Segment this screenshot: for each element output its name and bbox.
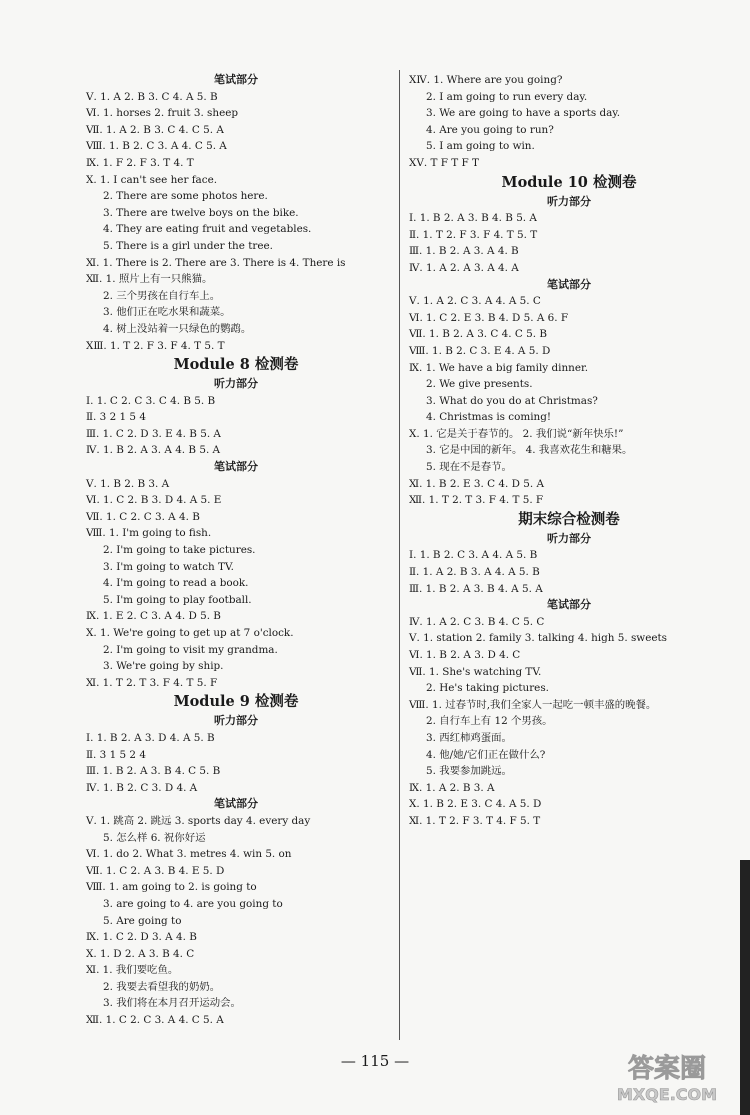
answer-line: 5. 我要参加跳远。: [426, 765, 512, 778]
section-heading: Module 9 检测卷: [173, 693, 299, 711]
answer-line: Ⅹ. 1. 它是关于春节的。 2. 我们说“新年快乐!”: [409, 427, 624, 440]
answer-line: Ⅻ. 1. T 2. T 3. F 4. T 5. F: [409, 494, 544, 507]
page-number: — 115 —: [340, 1052, 410, 1070]
answer-line: Ⅳ. 1. B 2. C 3. D 4. A: [86, 781, 198, 794]
answer-line: Ⅺ. 1. T 2. T 3. F 4. T 5. F: [86, 676, 218, 689]
answer-line: Ⅱ. 1. T 2. F 3. F 4. T 5. T: [409, 228, 538, 241]
subsection-heading: 笔试部分: [214, 460, 258, 474]
answer-line: Ⅷ. 1. I'm going to fish.: [86, 527, 212, 540]
subsection-heading: 听力部分: [214, 377, 258, 391]
answer-line: Ⅳ. 1. B 2. A 3. A 4. B 5. A: [86, 444, 221, 457]
answer-line: Ⅲ. 1. C 2. D 3. E 4. B 5. A: [86, 427, 221, 440]
answer-line: 4. 他/她/它们正在做什么?: [426, 748, 546, 761]
answer-line: Ⅸ. 1. E 2. C 3. A 4. D 5. B: [86, 610, 221, 623]
answer-line: Ⅹ. 1. I can't see her face.: [86, 173, 218, 186]
answer-line: 2. We give presents.: [426, 378, 533, 391]
answer-line: 5. 现在不是春节。: [426, 461, 512, 474]
answer-line: 5. I am going to win.: [426, 140, 535, 153]
answer-line: Ⅶ. 1. A 2. B 3. C 4. C 5. A: [86, 123, 224, 136]
answer-line: Ⅺ. 1. B 2. E 3. C 4. D 5. A: [409, 477, 544, 490]
subsection-heading: 笔试部分: [547, 598, 591, 612]
answer-line: 2. 我要去看望我的奶奶。: [103, 980, 221, 993]
answer-line: 2. I'm going to visit my grandma.: [103, 643, 278, 656]
answer-line: 3. 它是中国的新年。 4. 我喜欢花生和糖果。: [426, 444, 633, 457]
watermark-title: 答案圈: [627, 1054, 707, 1084]
answer-line: Ⅸ. 1. F 2. F 3. T 4. T: [86, 156, 194, 169]
subsection-heading: 听力部分: [547, 531, 591, 545]
answer-line: 4. I'm going to read a book.: [103, 577, 249, 590]
answer-line: XⅣ. 1. Where are you going?: [409, 74, 563, 86]
answer-line: 2. I'm going to take pictures.: [103, 544, 256, 557]
answer-line: 3. We are going to have a sports day.: [426, 107, 621, 120]
answer-line: 2. 三个男孩在自行车上。: [103, 289, 221, 302]
answer-line: Ⅶ. 1. She's watching TV.: [409, 665, 542, 678]
answer-line: Ⅹ. 1. B 2. E 3. C 4. A 5. D: [409, 798, 542, 811]
column-divider: [399, 70, 400, 1040]
answer-line: Ⅴ. 1. station 2. family 3. talking 4. high 5. sweets: [409, 632, 668, 645]
answer-line: Ⅸ. 1. We have a big family dinner.: [409, 361, 589, 374]
answer-line: Ⅲ. 1. B 2. A 3. A 4. B: [409, 245, 519, 258]
answer-line: Ⅱ. 3 2 1 5 4: [86, 411, 146, 424]
subsection-heading: 笔试部分: [214, 73, 258, 86]
answer-line: Ⅵ. 1. C 2. E 3. B 4. D 5. A 6. F: [409, 311, 569, 324]
answer-line: 5. There is a girl under the tree.: [103, 239, 273, 252]
answer-line: Ⅷ. 1. am going to 2. is going to: [86, 881, 257, 894]
answer-line: Ⅵ. 1. do 2. What 3. metres 4. win 5. on: [86, 848, 292, 861]
answer-line: 4. 树上没站着一只绿色的鹦鹉。: [103, 322, 252, 335]
answer-line: 3. 他们正在吃水果和蔬菜。: [103, 306, 231, 319]
answer-line: Ⅰ. 1. B 2. A 3. D 4. A 5. B: [86, 731, 215, 744]
answer-line: Ⅲ. 1. B 2. A 3. B 4. C 5. B: [86, 765, 221, 778]
answer-line: Ⅻ. 1. C 2. C 3. A 4. C 5. A: [86, 1014, 224, 1027]
answer-line: Ⅵ. 1. horses 2. fruit 3. sheep: [86, 107, 239, 120]
answer-line: Ⅵ. 1. B 2. A 3. D 4. C: [409, 649, 521, 661]
answer-line: 5. 怎么样 6. 祝你好运: [103, 831, 206, 844]
section-heading: 期末综合检测卷: [518, 510, 620, 528]
answer-line: Ⅵ. 1. C 2. B 3. D 4. A 5. E: [86, 494, 222, 507]
answer-line: 5. Are going to: [103, 914, 182, 927]
subsection-heading: 笔试部分: [214, 797, 258, 811]
answer-line: 4. They are eating fruit and vegetables.: [103, 223, 312, 236]
answer-line: Ⅳ. 1. A 2. C 3. B 4. C 5. C: [409, 615, 545, 628]
answer-line: Ⅷ. 1. B 2. C 3. A 4. C 5. A: [86, 140, 227, 153]
answer-line: Ⅱ. 1. A 2. B 3. A 4. A 5. B: [409, 566, 540, 579]
answer-line: Ⅰ. 1. B 2. A 3. B 4. B 5. A: [409, 212, 537, 225]
answer-line: Ⅹ. 1. D 2. A 3. B 4. C: [86, 947, 195, 960]
answer-line: Ⅸ. 1. C 2. D 3. A 4. B: [86, 931, 197, 944]
answer-line: 3. What do you do at Christmas?: [426, 394, 598, 407]
answer-line: 3. There are twelve boys on the bike.: [103, 206, 299, 219]
answer-line: 2. I am going to run every day.: [426, 90, 588, 103]
answer-line: 2. He's taking pictures.: [426, 682, 549, 695]
answer-line: Ⅺ. 1. There is 2. There are 3. There is 4. There is: [86, 256, 346, 269]
answer-line: Ⅴ. 1. B 2. B 3. A: [86, 477, 170, 490]
answer-line: Ⅴ. 1. 跳高 2. 跳远 3. sports day 4. every day: [86, 814, 311, 827]
answer-line: Ⅷ. 1. B 2. C 3. E 4. A 5. D: [409, 344, 551, 357]
answer-line: Ⅸ. 1. A 2. B 3. A: [409, 781, 495, 794]
page-edge-bar: [740, 860, 750, 1115]
answer-line: Ⅰ. 1. B 2. C 3. A 4. A 5. B: [409, 549, 538, 562]
section-heading: Module 10 检测卷: [501, 173, 637, 191]
answer-line: Ⅺ. 1. 我们要吃鱼。: [86, 964, 179, 977]
section-heading: Module 8 检测卷: [173, 356, 299, 374]
subsection-heading: 听力部分: [547, 194, 591, 208]
answer-line: Ⅴ. 1. A 2. C 3. A 4. A 5. C: [409, 295, 541, 308]
answer-line: XⅤ. T F T F T: [409, 156, 479, 169]
answer-line: 3. 西红柿鸡蛋面。: [426, 731, 512, 744]
answer-line: 3. 我们将在本月召开运动会。: [103, 997, 241, 1010]
answer-line: 3. are going to 4. are you going to: [103, 897, 283, 910]
answer-line: XⅢ. 1. T 2. F 3. F 4. T 5. T: [86, 339, 225, 352]
answer-line: 4. Christmas is coming!: [426, 411, 552, 424]
answer-line: Ⅴ. 1. A 2. B 3. C 4. A 5. B: [86, 90, 218, 103]
answer-line: Ⅰ. 1. C 2. C 3. C 4. B 5. B: [86, 394, 216, 407]
answer-line: Ⅷ. 1. 过春节时,我们全家人一起吃一顿丰盛的晚餐。: [409, 698, 657, 711]
answer-line: Ⅱ. 3 1 5 2 4: [86, 748, 146, 761]
answer-line: 4. Are you going to run?: [426, 123, 554, 136]
subsection-heading: 笔试部分: [547, 277, 591, 291]
answer-line: Ⅶ. 1. B 2. A 3. C 4. C 5. B: [409, 328, 547, 341]
watermark-logo: [602, 1047, 732, 1107]
watermark-url: MXQE.COM: [616, 1085, 718, 1104]
answer-line: 5. I'm going to play football.: [103, 593, 252, 606]
answer-line: Ⅶ. 1. C 2. A 3. B 4. E 5. D: [86, 864, 225, 877]
answer-line: Ⅻ. 1. 照片上有一只熊猫。: [86, 273, 213, 286]
left-answer-column: [86, 72, 386, 1029]
answer-line: 2. There are some photos here.: [103, 190, 268, 203]
answer-line: Ⅹ. 1. We're going to get up at 7 o'clock.: [86, 627, 294, 639]
answer-line: 2. 自行车上有 12 个男孩。: [426, 715, 553, 728]
answer-line: 3. We're going by ship.: [103, 660, 224, 673]
subsection-heading: 听力部分: [214, 714, 258, 728]
answer-line: Ⅳ. 1. A 2. A 3. A 4. A: [409, 261, 519, 274]
right-answer-column: [409, 72, 729, 830]
answer-line: Ⅶ. 1. C 2. C 3. A 4. B: [86, 510, 200, 523]
answer-line: Ⅺ. 1. T 2. F 3. T 4. F 5. T: [409, 814, 541, 827]
answer-line: 3. I'm going to watch TV.: [103, 560, 234, 573]
answer-line: Ⅲ. 1. B 2. A 3. B 4. A 5. A: [409, 582, 543, 595]
